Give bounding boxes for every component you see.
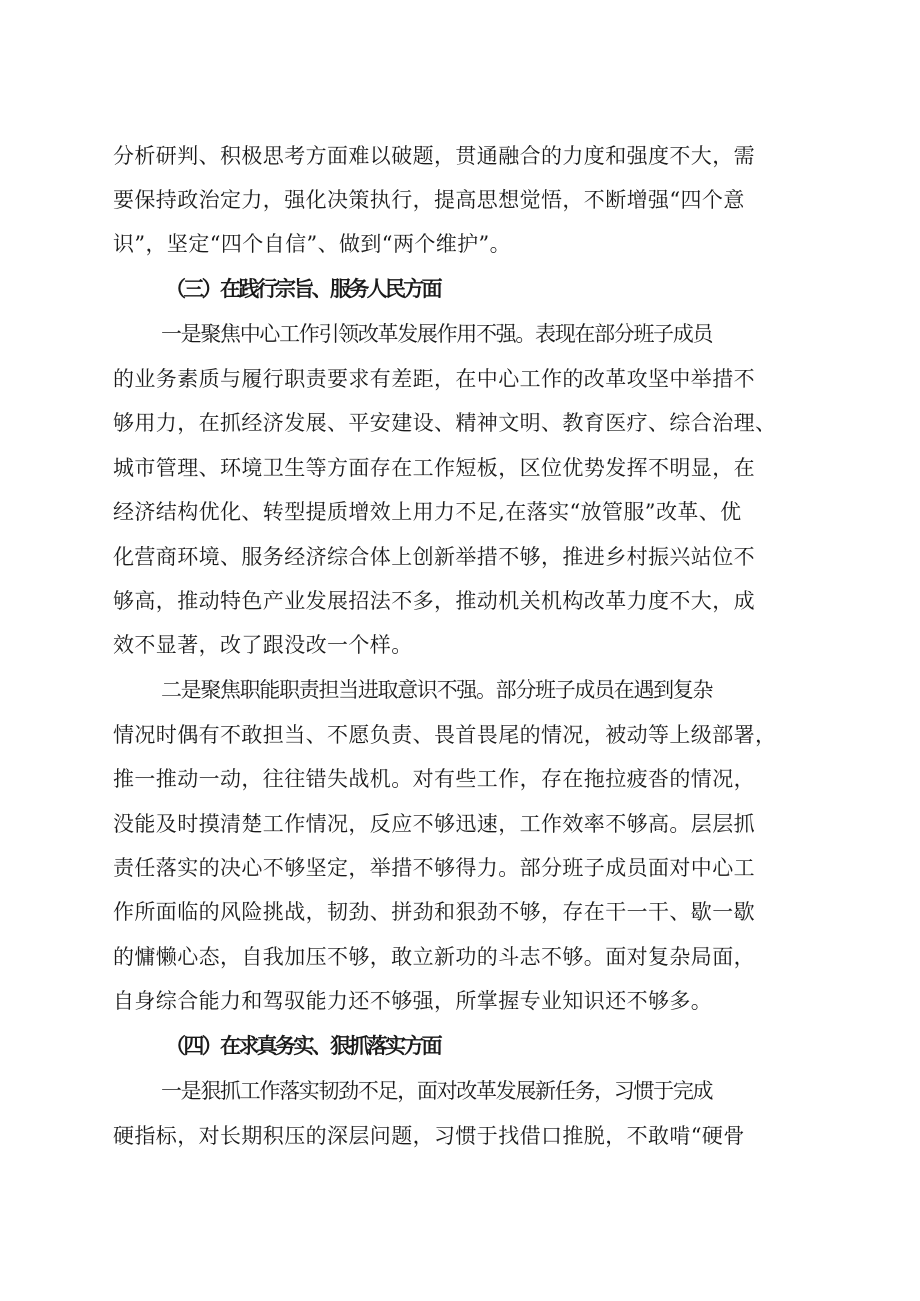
paragraph-line: 自身综合能力和驾驭能力还不够强，所掌握专业知识还不够多。	[113, 989, 713, 1013]
paragraph-line: 情况时偶有不敢担当、不愿负责、畏首畏尾的情况，被动等上级部署，	[113, 723, 777, 747]
paragraph-line: 没能及时摸清楚工作情况，反应不够迅速，工作效率不够高。层层抓	[113, 812, 755, 836]
paragraph-line: 经济结构优化、转型提质增效上用力不足,在落实“放管服”改革、优	[113, 500, 742, 524]
paragraph-line: 够高，推动特色产业发展招法不多，推动机关机构改革力度不大，成	[113, 589, 755, 613]
paragraph-line: 推一推动一动，往往错失战机。对有些工作，存在拖拉疲沓的情况，	[113, 767, 755, 791]
paragraph-first-line: 二是聚焦职能职责担当进取意识不强。部分班子成员在遇到复杂	[161, 678, 713, 702]
section-heading-3: （三）在践行宗旨、服务人民方面	[165, 276, 440, 301]
paragraph-line: 化营商环境、服务经济综合体上创新举措不够，推进乡村振兴站位不	[113, 545, 755, 569]
paragraph-first-line: 一是狠抓工作落实韧劲不足，面对改革发展新任务，习惯于完成	[161, 1079, 713, 1103]
paragraph-line: 要保持政治定力，强化决策执行，提高思想觉悟，不断增强“四个意	[113, 188, 745, 212]
paragraph-line: 硬指标，对长期积压的深层问题，习惯于找借口推脱，不敢啃“硬骨	[113, 1124, 745, 1148]
paragraph-line: 的业务素质与履行职责要求有差距，在中心工作的改革攻坚中举措不	[113, 367, 755, 391]
section-heading-4: （四）在求真务实、狠抓落实方面	[165, 1033, 440, 1058]
paragraph-line: 作所面临的风险挑战，韧劲、拼劲和狠劲不够，存在干一干、歇一歇	[113, 900, 755, 924]
paragraph-line: 分析研判、积极思考方面难以破题，贯通融合的力度和强度不大，需	[113, 144, 755, 168]
paragraph-line: 责任落实的决心不够坚定，举措不够得力。部分班子成员面对中心工	[113, 856, 755, 880]
paragraph-line: 的慵懒心态，自我加压不够，敢立新功的斗志不够。面对复杂局面，	[113, 945, 755, 969]
paragraph-line: 城市管理、环境卫生等方面存在工作短板，区位优势发挥不明显，在	[113, 456, 755, 480]
paragraph-first-line: 一是聚焦中心工作引领改革发展作用不强。表现在部分班子成员	[161, 322, 713, 346]
paragraph-line: 识”，坚定“四个自信”、做到“两个维护”。	[113, 232, 512, 256]
paragraph-line: 够用力，在抓经济发展、平安建设、精神文明、教育医疗、综合治理、	[113, 411, 777, 435]
paragraph-line: 效不显著，改了跟没改一个样。	[113, 633, 413, 657]
